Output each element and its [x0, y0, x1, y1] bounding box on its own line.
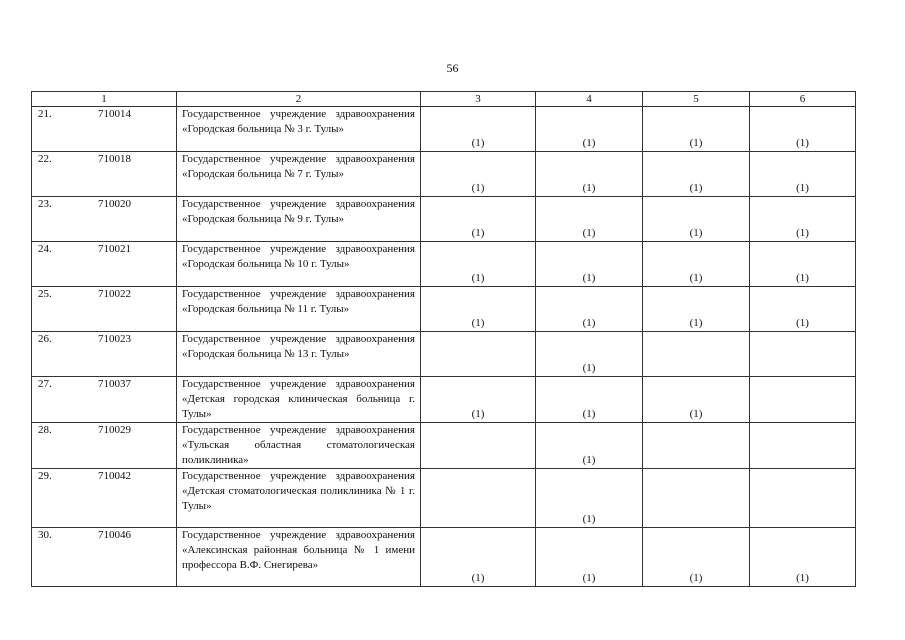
row-id-cell	[32, 469, 177, 528]
column-header-2: 2	[177, 92, 421, 107]
cell-col-6: (1)	[750, 287, 856, 332]
row-id-cell	[32, 287, 177, 332]
row-code: 710046	[98, 529, 131, 541]
institution-name: Государственное учреждение здравоохранения «Городская больница № 10 г. Тулы»	[177, 242, 421, 287]
cell-col-4: (1)	[536, 377, 643, 423]
row-number: 22.	[38, 153, 52, 165]
cell-col-5: (1)	[643, 287, 750, 332]
cell-col-3	[421, 423, 536, 469]
row-id-cell	[32, 152, 177, 197]
table-row	[32, 242, 856, 287]
cell-col-6: (1)	[750, 197, 856, 242]
cell-col-3: (1)	[421, 287, 536, 332]
table-row	[32, 107, 856, 152]
row-id-cell	[32, 107, 177, 152]
cell-col-5: (1)	[643, 377, 750, 423]
row-number: 25.	[38, 288, 52, 300]
cell-col-3: (1)	[421, 528, 536, 587]
institution-name: Государственное учреждение здравоохранения «Детская стоматологическая поликлиника № 1 г. Тулы»	[177, 469, 421, 528]
table-row	[32, 377, 856, 423]
cell-col-4: (1)	[536, 528, 643, 587]
page-number: 56	[446, 61, 459, 75]
column-header-1: 1	[32, 92, 177, 107]
cell-col-4: (1)	[536, 469, 643, 528]
row-number: 30.	[38, 529, 52, 541]
cell-col-3: (1)	[421, 107, 536, 152]
cell-col-3: (1)	[421, 197, 536, 242]
cell-col-6	[750, 332, 856, 377]
cell-col-5: (1)	[643, 528, 750, 587]
table-row	[32, 469, 856, 528]
cell-col-5: (1)	[643, 107, 750, 152]
row-code: 710023	[98, 333, 131, 345]
row-id-cell	[32, 332, 177, 377]
column-header-5: 5	[643, 92, 750, 107]
institution-name: Государственное учреждение здравоохранения «Городская больница № 11 г. Тулы»	[177, 287, 421, 332]
row-id-cell	[32, 528, 177, 587]
cell-col-3: (1)	[421, 242, 536, 287]
column-header-6: 6	[750, 92, 856, 107]
institution-name: Государственное учреждение здравоохранения «Тульская областная стоматологическая поликлиника»	[177, 423, 421, 469]
row-id-cell	[32, 242, 177, 287]
row-code: 710014	[98, 108, 131, 120]
row-code: 710021	[98, 243, 131, 255]
row-id-cell	[32, 377, 177, 423]
row-code: 710020	[98, 198, 131, 210]
cell-col-4: (1)	[536, 152, 643, 197]
cell-col-6: (1)	[750, 152, 856, 197]
cell-col-4: (1)	[536, 423, 643, 469]
cell-col-4: (1)	[536, 197, 643, 242]
institution-name: Государственное учреждение здравоохранения «Городская больница № 13 г. Тулы»	[177, 332, 421, 377]
institution-name: Государственное учреждение здравоохранения «Городская больница № 3 г. Тулы»	[177, 107, 421, 152]
cell-col-6: (1)	[750, 107, 856, 152]
cell-col-6	[750, 377, 856, 423]
table-row	[32, 423, 856, 469]
cell-col-3	[421, 469, 536, 528]
cell-col-5	[643, 423, 750, 469]
cell-col-4: (1)	[536, 107, 643, 152]
row-code: 710029	[98, 424, 131, 436]
institution-name: Государственное учреждение здравоохранения «Городская больница № 9 г. Тулы»	[177, 197, 421, 242]
institution-name: Государственное учреждение здравоохранения «Городская больница № 7 г. Тулы»	[177, 152, 421, 197]
row-code: 710018	[98, 153, 131, 165]
row-number: 26.	[38, 333, 52, 345]
cell-col-6: (1)	[750, 528, 856, 587]
table-row	[32, 332, 856, 377]
table-row	[32, 528, 856, 587]
data-table	[31, 91, 856, 587]
cell-col-4: (1)	[536, 287, 643, 332]
row-number: 29.	[38, 470, 52, 482]
row-number: 24.	[38, 243, 52, 255]
table-row	[32, 152, 856, 197]
row-number: 27.	[38, 378, 52, 390]
cell-col-3: (1)	[421, 377, 536, 423]
cell-col-6	[750, 423, 856, 469]
table-row	[32, 287, 856, 332]
cell-col-6: (1)	[750, 242, 856, 287]
column-header-4: 4	[536, 92, 643, 107]
cell-col-3: (1)	[421, 152, 536, 197]
cell-col-5	[643, 469, 750, 528]
cell-col-4: (1)	[536, 242, 643, 287]
cell-col-5: (1)	[643, 197, 750, 242]
cell-col-5	[643, 332, 750, 377]
column-header-3: 3	[421, 92, 536, 107]
row-code: 710022	[98, 288, 131, 300]
cell-col-4: (1)	[536, 332, 643, 377]
cell-col-6	[750, 469, 856, 528]
row-code: 710037	[98, 378, 131, 390]
table-header-row	[32, 92, 856, 107]
cell-col-5: (1)	[643, 242, 750, 287]
institution-name: Государственное учреждение здравоохранения «Детская городская клиническая больница г. Тулы»	[177, 377, 421, 423]
row-id-cell	[32, 197, 177, 242]
row-number: 21.	[38, 108, 52, 120]
row-number: 23.	[38, 198, 52, 210]
cell-col-3	[421, 332, 536, 377]
cell-col-5: (1)	[643, 152, 750, 197]
table-row	[32, 197, 856, 242]
institution-name: Государственное учреждение здравоохранения «Алексинская районная больница № 1 имени профессора В.Ф. Снегирева»	[177, 528, 421, 587]
row-code: 710042	[98, 470, 131, 482]
row-number: 28.	[38, 424, 52, 436]
row-id-cell	[32, 423, 177, 469]
